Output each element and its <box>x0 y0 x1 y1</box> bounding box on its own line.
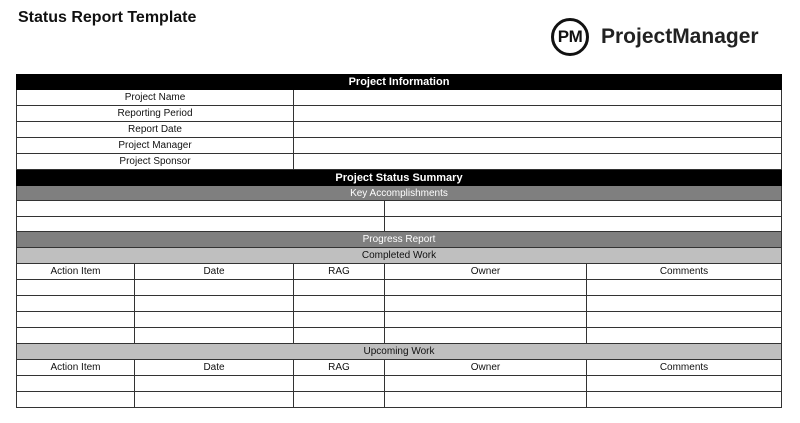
table-cell[interactable] <box>293 392 384 408</box>
table-row <box>16 312 782 328</box>
accomplishment-cell[interactable] <box>384 217 782 232</box>
project-status-summary-header: Project Status Summary <box>16 170 782 186</box>
table-cell[interactable] <box>293 328 384 344</box>
column-header-comments: Comments <box>586 360 782 376</box>
column-header-date: Date <box>134 264 293 280</box>
project-information-header: Project Information <box>16 74 782 90</box>
table-row <box>16 280 782 296</box>
table-cell[interactable] <box>293 296 384 312</box>
table-cell[interactable] <box>16 296 134 312</box>
accomplishment-cell[interactable] <box>384 201 782 217</box>
table-cell[interactable] <box>586 328 782 344</box>
field-label-reporting-period: Reporting Period <box>16 106 293 122</box>
table-cell[interactable] <box>16 376 134 392</box>
table-cell[interactable] <box>586 376 782 392</box>
field-value-project-sponsor[interactable] <box>293 154 782 170</box>
field-label-project-manager: Project Manager <box>16 138 293 154</box>
table-cell[interactable] <box>384 296 586 312</box>
field-value-reporting-period[interactable] <box>293 106 782 122</box>
key-accomplishments-header: Key Accomplishments <box>16 186 782 201</box>
table-row <box>16 392 782 408</box>
table-cell[interactable] <box>134 376 293 392</box>
accomplishment-cell[interactable] <box>16 217 384 232</box>
field-value-project-name[interactable] <box>293 90 782 106</box>
field-label-report-date: Report Date <box>16 122 293 138</box>
table-cell[interactable] <box>134 296 293 312</box>
table-cell[interactable] <box>384 392 586 408</box>
column-header-owner: Owner <box>384 360 586 376</box>
table-cell[interactable] <box>586 312 782 328</box>
table-row <box>16 328 782 344</box>
table-cell[interactable] <box>586 392 782 408</box>
table-cell[interactable] <box>293 280 384 296</box>
field-label-project-sponsor: Project Sponsor <box>16 154 293 170</box>
field-label-project-name: Project Name <box>16 90 293 106</box>
table-cell[interactable] <box>134 280 293 296</box>
table-cell[interactable] <box>134 312 293 328</box>
column-header-date: Date <box>134 360 293 376</box>
table-row <box>16 376 782 392</box>
table-cell[interactable] <box>384 312 586 328</box>
table-cell[interactable] <box>16 312 134 328</box>
table-cell[interactable] <box>16 328 134 344</box>
brand-name: ProjectManager <box>601 25 759 48</box>
column-header-action-item: Action Item <box>16 360 134 376</box>
column-header-comments: Comments <box>586 264 782 280</box>
table-cell[interactable] <box>16 280 134 296</box>
progress-report-header: Progress Report <box>16 232 782 248</box>
table-cell[interactable] <box>384 328 586 344</box>
table-cell[interactable] <box>134 328 293 344</box>
column-header-owner: Owner <box>384 264 586 280</box>
brand-logo <box>551 16 759 58</box>
table-cell[interactable] <box>16 392 134 408</box>
pm-logo-icon: PM <box>551 18 589 56</box>
table-cell[interactable] <box>586 296 782 312</box>
field-value-project-manager[interactable] <box>293 138 782 154</box>
column-header-action-item: Action Item <box>16 264 134 280</box>
table-row <box>16 296 782 312</box>
column-header-rag: RAG <box>293 264 384 280</box>
upcoming-work-header: Upcoming Work <box>16 344 782 360</box>
accomplishment-cell[interactable] <box>16 201 384 217</box>
table-cell[interactable] <box>134 392 293 408</box>
completed-work-header: Completed Work <box>16 248 782 264</box>
page-title: Status Report Template <box>18 9 197 26</box>
table-cell[interactable] <box>293 376 384 392</box>
field-value-report-date[interactable] <box>293 122 782 138</box>
table-cell[interactable] <box>384 376 586 392</box>
table-cell[interactable] <box>586 280 782 296</box>
table-cell[interactable] <box>293 312 384 328</box>
status-report-sheet <box>16 74 782 408</box>
column-header-rag: RAG <box>293 360 384 376</box>
table-cell[interactable] <box>384 280 586 296</box>
